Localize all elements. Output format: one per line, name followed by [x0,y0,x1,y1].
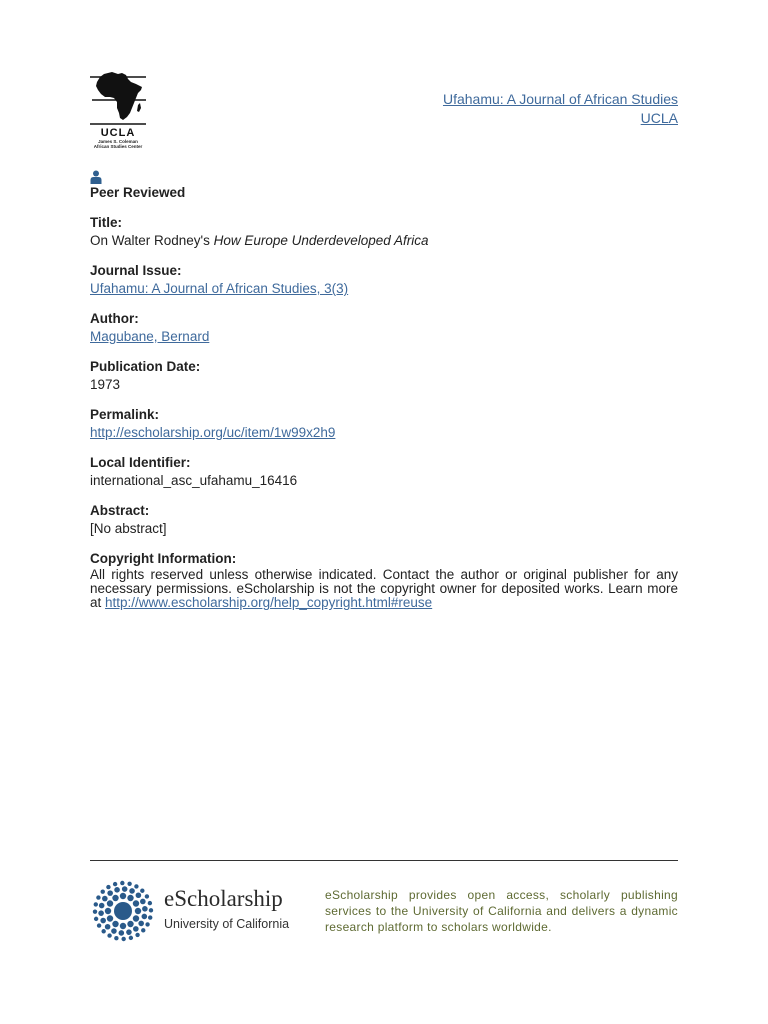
logo-dot [111,928,117,934]
logo-dot [145,894,149,898]
logo-dot [145,922,149,926]
logo-dot [106,885,110,889]
logo-dot [133,915,139,921]
abstract-field [90,502,678,538]
logo-dot [112,895,118,901]
permalink-field [90,406,678,442]
metadata-content [90,170,678,622]
peer-reviewed-label: Peer Reviewed [90,185,186,200]
logo-dot [112,921,118,927]
logo-caption: UCLA [100,127,136,139]
journal-links [443,90,678,127]
logo-dot [99,903,105,909]
logo-dot [126,929,132,935]
copyright-text [90,568,678,610]
logo-dot [93,909,97,913]
logo-dot [121,937,125,941]
logo-dot [134,884,138,888]
local-identifier-value: international_asc_ufahamu_16416 [90,473,298,488]
logo-dot [94,917,98,921]
logo-dot [127,895,133,901]
logo-dot [120,893,126,899]
logo-dot [148,915,152,919]
logo-dot [122,886,128,892]
journal-issue-field [90,262,678,298]
ucla-africa-logo [90,70,146,150]
logo-caption-small: James S. Coleman African Studies Center [93,139,143,149]
logo-dot [107,890,113,896]
escholarship-logo-icon [92,880,154,942]
title-field [90,214,678,250]
logo-dot [102,896,108,902]
logo-dot [127,921,133,927]
logo-dot [114,887,120,893]
publication-date-value: 1973 [90,377,121,392]
abstract-label: Abstract: [90,503,150,518]
copyright-body: All rights reserved unless otherwise indicated. Contact the author or original publisher for any necessary permissions. eScholarship is not the copyright owner for deposited works. Learn more at [90,567,678,610]
logo-dot [120,923,126,929]
title-label: Title: [90,215,123,230]
local-identifier-field [90,454,678,490]
footer-divider [90,860,678,861]
escholarship-subtitle: University of California [164,917,290,931]
permalink-link[interactable]: http://escholarship.org/uc/item/1w99x2h9 [90,425,336,440]
logo-dot [149,908,153,912]
logo-dot [97,923,101,927]
author-label: Author: [90,311,139,326]
logo-dot [140,899,146,905]
logo-dot [141,928,145,932]
abstract-value: [No abstract] [90,521,167,536]
logo-dot [135,908,141,914]
logo-dot [135,933,139,937]
logo-dot [120,881,124,885]
logo-dot [129,888,135,894]
copyright-label: Copyright Information: [90,551,237,566]
document-header [90,70,678,150]
logo-dot [113,882,117,886]
title-value [90,232,678,250]
logo-dot [136,892,142,898]
journal-issue-link[interactable]: Ufahamu: A Journal of African Studies, 3(3) [90,281,349,296]
logo-dot [107,933,111,937]
logo-dot [148,901,152,905]
logo-dot [105,924,111,930]
logo-dot [142,914,148,920]
journal-issue-label: Journal Issue: [90,263,182,278]
logo-dot [127,882,131,886]
person-icon [90,170,102,184]
permalink-label: Permalink: [90,407,160,422]
logo-dot [94,902,98,906]
logo-dot [107,900,113,906]
publication-date-field [90,358,678,394]
logo-dot [114,936,118,940]
author-link[interactable]: Magubane, Bernard [90,329,210,344]
logo-dot [98,910,104,916]
logo-dot [119,930,125,936]
logo-dot [138,921,144,927]
escholarship-brand: eScholarship [164,886,283,911]
logo-dot [133,926,139,932]
africa-map-icon [90,70,146,126]
institution-link[interactable]: UCLA [640,109,678,126]
logo-dot [105,908,111,914]
journal-link[interactable]: Ufahamu: A Journal of African Studies [442,91,678,107]
logo-dot [101,929,105,933]
author-field [90,310,678,346]
copyright-field [90,550,678,610]
logo-dot [142,906,148,912]
local-identifier-label: Local Identifier: [90,455,191,470]
logo-dot [96,895,100,899]
logo-dot [107,915,113,921]
logo-dot [133,900,139,906]
title-italic: How Europe Underdeveloped Africa [213,233,429,248]
escholarship-description: eScholarship provides open access, scholarly publishing services to the University of California and delivers a dynamic research platform to scholars worldwide. [325,888,678,934]
logo-dot [140,889,144,893]
logo-dot [101,889,105,893]
publication-date-label: Publication Date: [90,359,201,374]
title-prefix: On Walter Rodney's [90,233,214,248]
logo-dot [100,918,106,924]
logo-dot [129,936,133,940]
copyright-help-link[interactable]: http://www.escholarship.org/help_copyright.html#reuse [105,595,433,610]
